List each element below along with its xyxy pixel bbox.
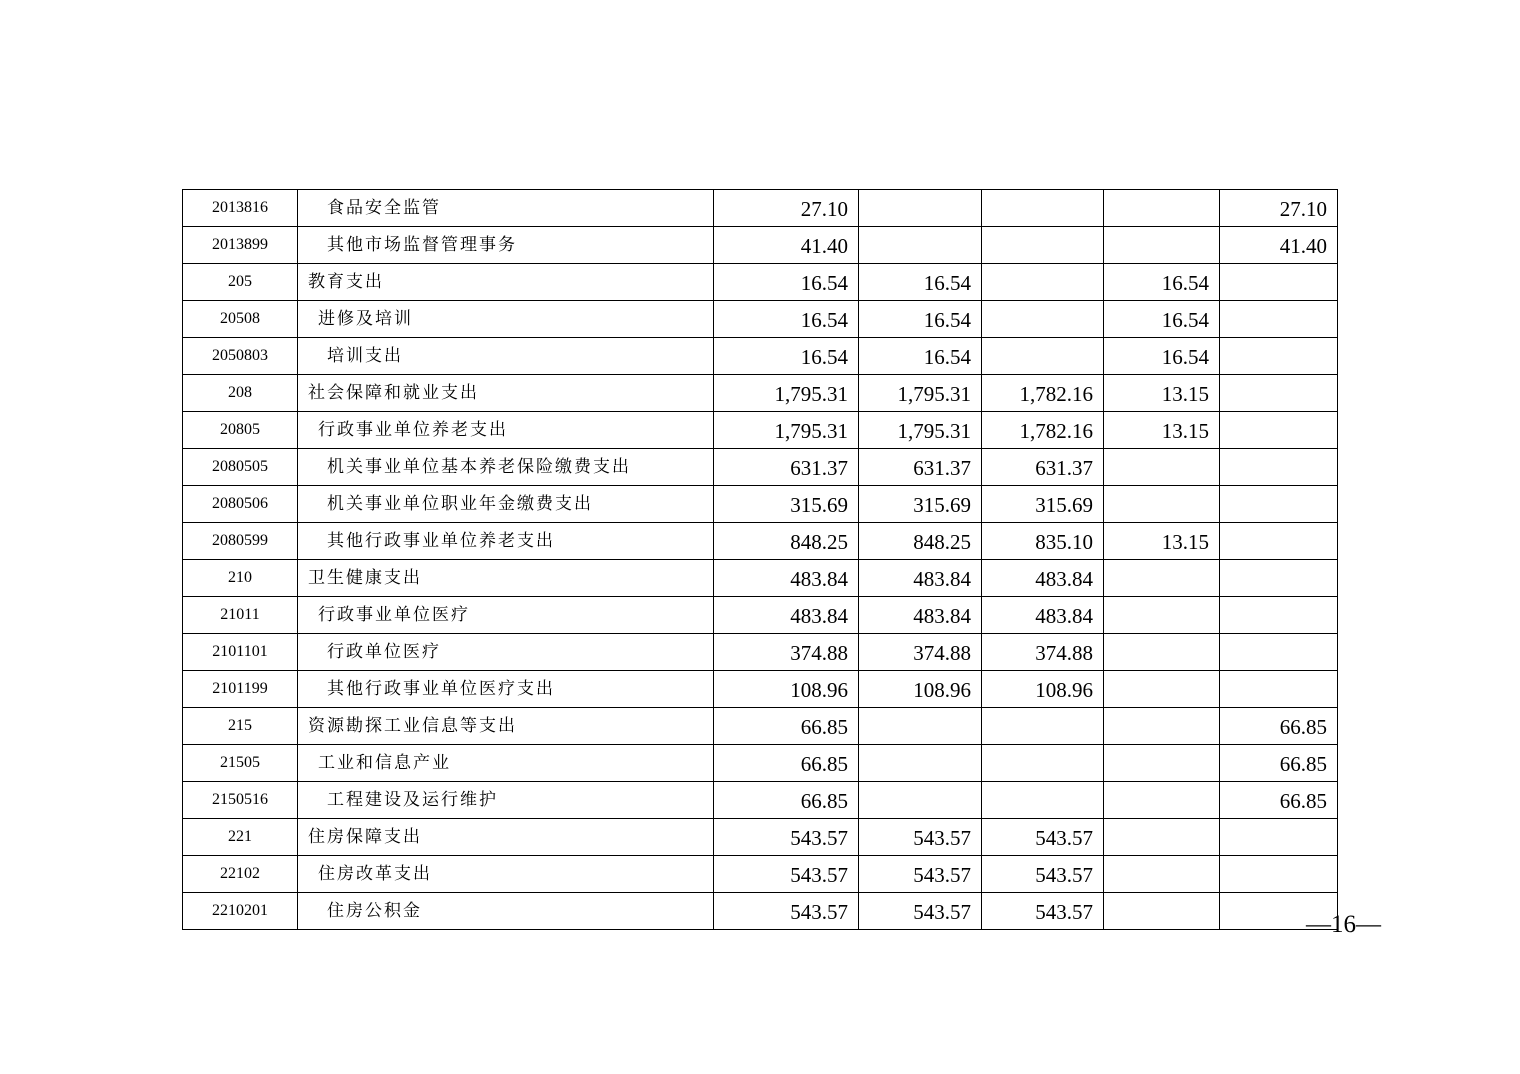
amount-cell-c3: [982, 301, 1104, 338]
account-code-cell: 2210201: [183, 893, 298, 930]
account-name-cell: 住房改革支出: [298, 856, 714, 893]
amount-cell-c4: [1104, 893, 1220, 930]
account-code-cell: 20508: [183, 301, 298, 338]
table-row: [183, 301, 1338, 338]
account-code-cell: 208: [183, 375, 298, 412]
amount-cell-c1: 315.69: [714, 486, 859, 523]
table-row: [183, 264, 1338, 301]
table-row: [183, 671, 1338, 708]
account-code-cell: 215: [183, 708, 298, 745]
amount-cell-c5: [1220, 486, 1338, 523]
amount-cell-c2: 108.96: [859, 671, 982, 708]
table-row: [183, 782, 1338, 819]
amount-cell-c1: 543.57: [714, 819, 859, 856]
amount-cell-c4: 16.54: [1104, 338, 1220, 375]
account-code-cell: 2080505: [183, 449, 298, 486]
amount-cell-c2: [859, 227, 982, 264]
amount-cell-c1: 108.96: [714, 671, 859, 708]
amount-cell-c3: 543.57: [982, 819, 1104, 856]
amount-cell-c3: 483.84: [982, 597, 1104, 634]
amount-cell-c5: [1220, 449, 1338, 486]
account-name-cell: 住房保障支出: [298, 819, 714, 856]
account-name-cell: 社会保障和就业支出: [298, 375, 714, 412]
amount-cell-c2: 16.54: [859, 338, 982, 375]
amount-cell-c1: 483.84: [714, 560, 859, 597]
amount-cell-c5: [1220, 634, 1338, 671]
table-row: [183, 338, 1338, 375]
table-row: [183, 597, 1338, 634]
amount-cell-c2: [859, 745, 982, 782]
amount-cell-c2: 16.54: [859, 301, 982, 338]
table-row: [183, 486, 1338, 523]
table-row: [183, 634, 1338, 671]
amount-cell-c1: 374.88: [714, 634, 859, 671]
amount-cell-c4: [1104, 486, 1220, 523]
account-code-cell: 20805: [183, 412, 298, 449]
account-code-cell: 221: [183, 819, 298, 856]
amount-cell-c3: 631.37: [982, 449, 1104, 486]
account-code-cell: 2150516: [183, 782, 298, 819]
amount-cell-c4: 13.15: [1104, 412, 1220, 449]
amount-cell-c2: 848.25: [859, 523, 982, 560]
amount-cell-c1: 16.54: [714, 338, 859, 375]
amount-cell-c3: [982, 745, 1104, 782]
table-row: [183, 190, 1338, 227]
amount-cell-c1: 1,795.31: [714, 412, 859, 449]
amount-cell-c3: [982, 227, 1104, 264]
amount-cell-c4: [1104, 190, 1220, 227]
account-code-cell: 2013899: [183, 227, 298, 264]
account-code-cell: 2050803: [183, 338, 298, 375]
table-row: [183, 523, 1338, 560]
amount-cell-c5: [1220, 338, 1338, 375]
account-code-cell: 22102: [183, 856, 298, 893]
amount-cell-c4: 13.15: [1104, 375, 1220, 412]
table-row: [183, 819, 1338, 856]
account-code-cell: 2013816: [183, 190, 298, 227]
amount-cell-c2: [859, 190, 982, 227]
amount-cell-c3: 543.57: [982, 893, 1104, 930]
account-name-cell: 工业和信息产业: [298, 745, 714, 782]
amount-cell-c1: 66.85: [714, 708, 859, 745]
amount-cell-c4: [1104, 782, 1220, 819]
amount-cell-c5: 66.85: [1220, 708, 1338, 745]
amount-cell-c2: 543.57: [859, 819, 982, 856]
budget-table: [182, 189, 1338, 930]
table-row: [183, 560, 1338, 597]
amount-cell-c4: [1104, 708, 1220, 745]
table-body: [183, 190, 1338, 930]
amount-cell-c4: [1104, 634, 1220, 671]
amount-cell-c5: [1220, 597, 1338, 634]
amount-cell-c1: 483.84: [714, 597, 859, 634]
amount-cell-c1: 631.37: [714, 449, 859, 486]
account-name-cell: 培训支出: [298, 338, 714, 375]
table-row: [183, 375, 1338, 412]
amount-cell-c4: 16.54: [1104, 301, 1220, 338]
account-name-cell: 其他市场监督管理事务: [298, 227, 714, 264]
account-name-cell: 卫生健康支出: [298, 560, 714, 597]
amount-cell-c2: 1,795.31: [859, 412, 982, 449]
amount-cell-c1: 543.57: [714, 856, 859, 893]
amount-cell-c5: 66.85: [1220, 782, 1338, 819]
amount-cell-c2: 315.69: [859, 486, 982, 523]
table-row: [183, 708, 1338, 745]
amount-cell-c3: 483.84: [982, 560, 1104, 597]
table-row: [183, 449, 1338, 486]
account-code-cell: 210: [183, 560, 298, 597]
amount-cell-c2: 543.57: [859, 856, 982, 893]
account-name-cell: 其他行政事业单位医疗支出: [298, 671, 714, 708]
amount-cell-c2: 483.84: [859, 597, 982, 634]
table-row: [183, 856, 1338, 893]
amount-cell-c1: 41.40: [714, 227, 859, 264]
amount-cell-c3: [982, 338, 1104, 375]
amount-cell-c5: [1220, 819, 1338, 856]
amount-cell-c2: [859, 782, 982, 819]
amount-cell-c1: 66.85: [714, 782, 859, 819]
amount-cell-c4: 13.15: [1104, 523, 1220, 560]
amount-cell-c1: 543.57: [714, 893, 859, 930]
amount-cell-c1: 66.85: [714, 745, 859, 782]
table-row: [183, 745, 1338, 782]
account-code-cell: 21505: [183, 745, 298, 782]
account-code-cell: 205: [183, 264, 298, 301]
amount-cell-c3: [982, 708, 1104, 745]
account-name-cell: 教育支出: [298, 264, 714, 301]
amount-cell-c5: [1220, 671, 1338, 708]
amount-cell-c3: 108.96: [982, 671, 1104, 708]
account-name-cell: 行政单位医疗: [298, 634, 714, 671]
account-name-cell: 行政事业单位医疗: [298, 597, 714, 634]
amount-cell-c5: [1220, 264, 1338, 301]
page-number: —16—: [1306, 911, 1381, 938]
account-name-cell: 资源勘探工业信息等支出: [298, 708, 714, 745]
amount-cell-c3: 315.69: [982, 486, 1104, 523]
amount-cell-c5: [1220, 560, 1338, 597]
amount-cell-c2: 483.84: [859, 560, 982, 597]
amount-cell-c4: [1104, 560, 1220, 597]
amount-cell-c5: 66.85: [1220, 745, 1338, 782]
amount-cell-c4: [1104, 745, 1220, 782]
amount-cell-c5: [1220, 375, 1338, 412]
amount-cell-c2: 374.88: [859, 634, 982, 671]
account-name-cell: 其他行政事业单位养老支出: [298, 523, 714, 560]
amount-cell-c3: 374.88: [982, 634, 1104, 671]
account-code-cell: 2101199: [183, 671, 298, 708]
amount-cell-c1: 848.25: [714, 523, 859, 560]
amount-cell-c5: [1220, 412, 1338, 449]
amount-cell-c1: 27.10: [714, 190, 859, 227]
amount-cell-c4: 16.54: [1104, 264, 1220, 301]
account-code-cell: 2101101: [183, 634, 298, 671]
amount-cell-c4: [1104, 856, 1220, 893]
amount-cell-c2: 543.57: [859, 893, 982, 930]
amount-cell-c2: 1,795.31: [859, 375, 982, 412]
amount-cell-c4: [1104, 597, 1220, 634]
amount-cell-c3: [982, 782, 1104, 819]
amount-cell-c3: 1,782.16: [982, 412, 1104, 449]
amount-cell-c3: 835.10: [982, 523, 1104, 560]
amount-cell-c3: 543.57: [982, 856, 1104, 893]
account-code-cell: 2080599: [183, 523, 298, 560]
account-name-cell: 进修及培训: [298, 301, 714, 338]
table-row: [183, 893, 1338, 930]
amount-cell-c4: [1104, 671, 1220, 708]
amount-cell-c5: [1220, 523, 1338, 560]
table-row: [183, 412, 1338, 449]
amount-cell-c3: [982, 190, 1104, 227]
amount-cell-c1: 1,795.31: [714, 375, 859, 412]
account-name-cell: 机关事业单位职业年金缴费支出: [298, 486, 714, 523]
amount-cell-c1: 16.54: [714, 301, 859, 338]
amount-cell-c4: [1104, 227, 1220, 264]
account-name-cell: 住房公积金: [298, 893, 714, 930]
account-name-cell: 行政事业单位养老支出: [298, 412, 714, 449]
amount-cell-c2: 16.54: [859, 264, 982, 301]
account-name-cell: 工程建设及运行维护: [298, 782, 714, 819]
account-code-cell: 21011: [183, 597, 298, 634]
amount-cell-c3: [982, 264, 1104, 301]
account-name-cell: 机关事业单位基本养老保险缴费支出: [298, 449, 714, 486]
amount-cell-c5: [1220, 856, 1338, 893]
amount-cell-c5: 27.10: [1220, 190, 1338, 227]
amount-cell-c2: 631.37: [859, 449, 982, 486]
amount-cell-c3: 1,782.16: [982, 375, 1104, 412]
table-row: [183, 227, 1338, 264]
amount-cell-c2: [859, 708, 982, 745]
amount-cell-c5: 41.40: [1220, 227, 1338, 264]
amount-cell-c4: [1104, 449, 1220, 486]
amount-cell-c1: 16.54: [714, 264, 859, 301]
account-name-cell: 食品安全监管: [298, 190, 714, 227]
amount-cell-c4: [1104, 819, 1220, 856]
amount-cell-c5: [1220, 301, 1338, 338]
account-code-cell: 2080506: [183, 486, 298, 523]
